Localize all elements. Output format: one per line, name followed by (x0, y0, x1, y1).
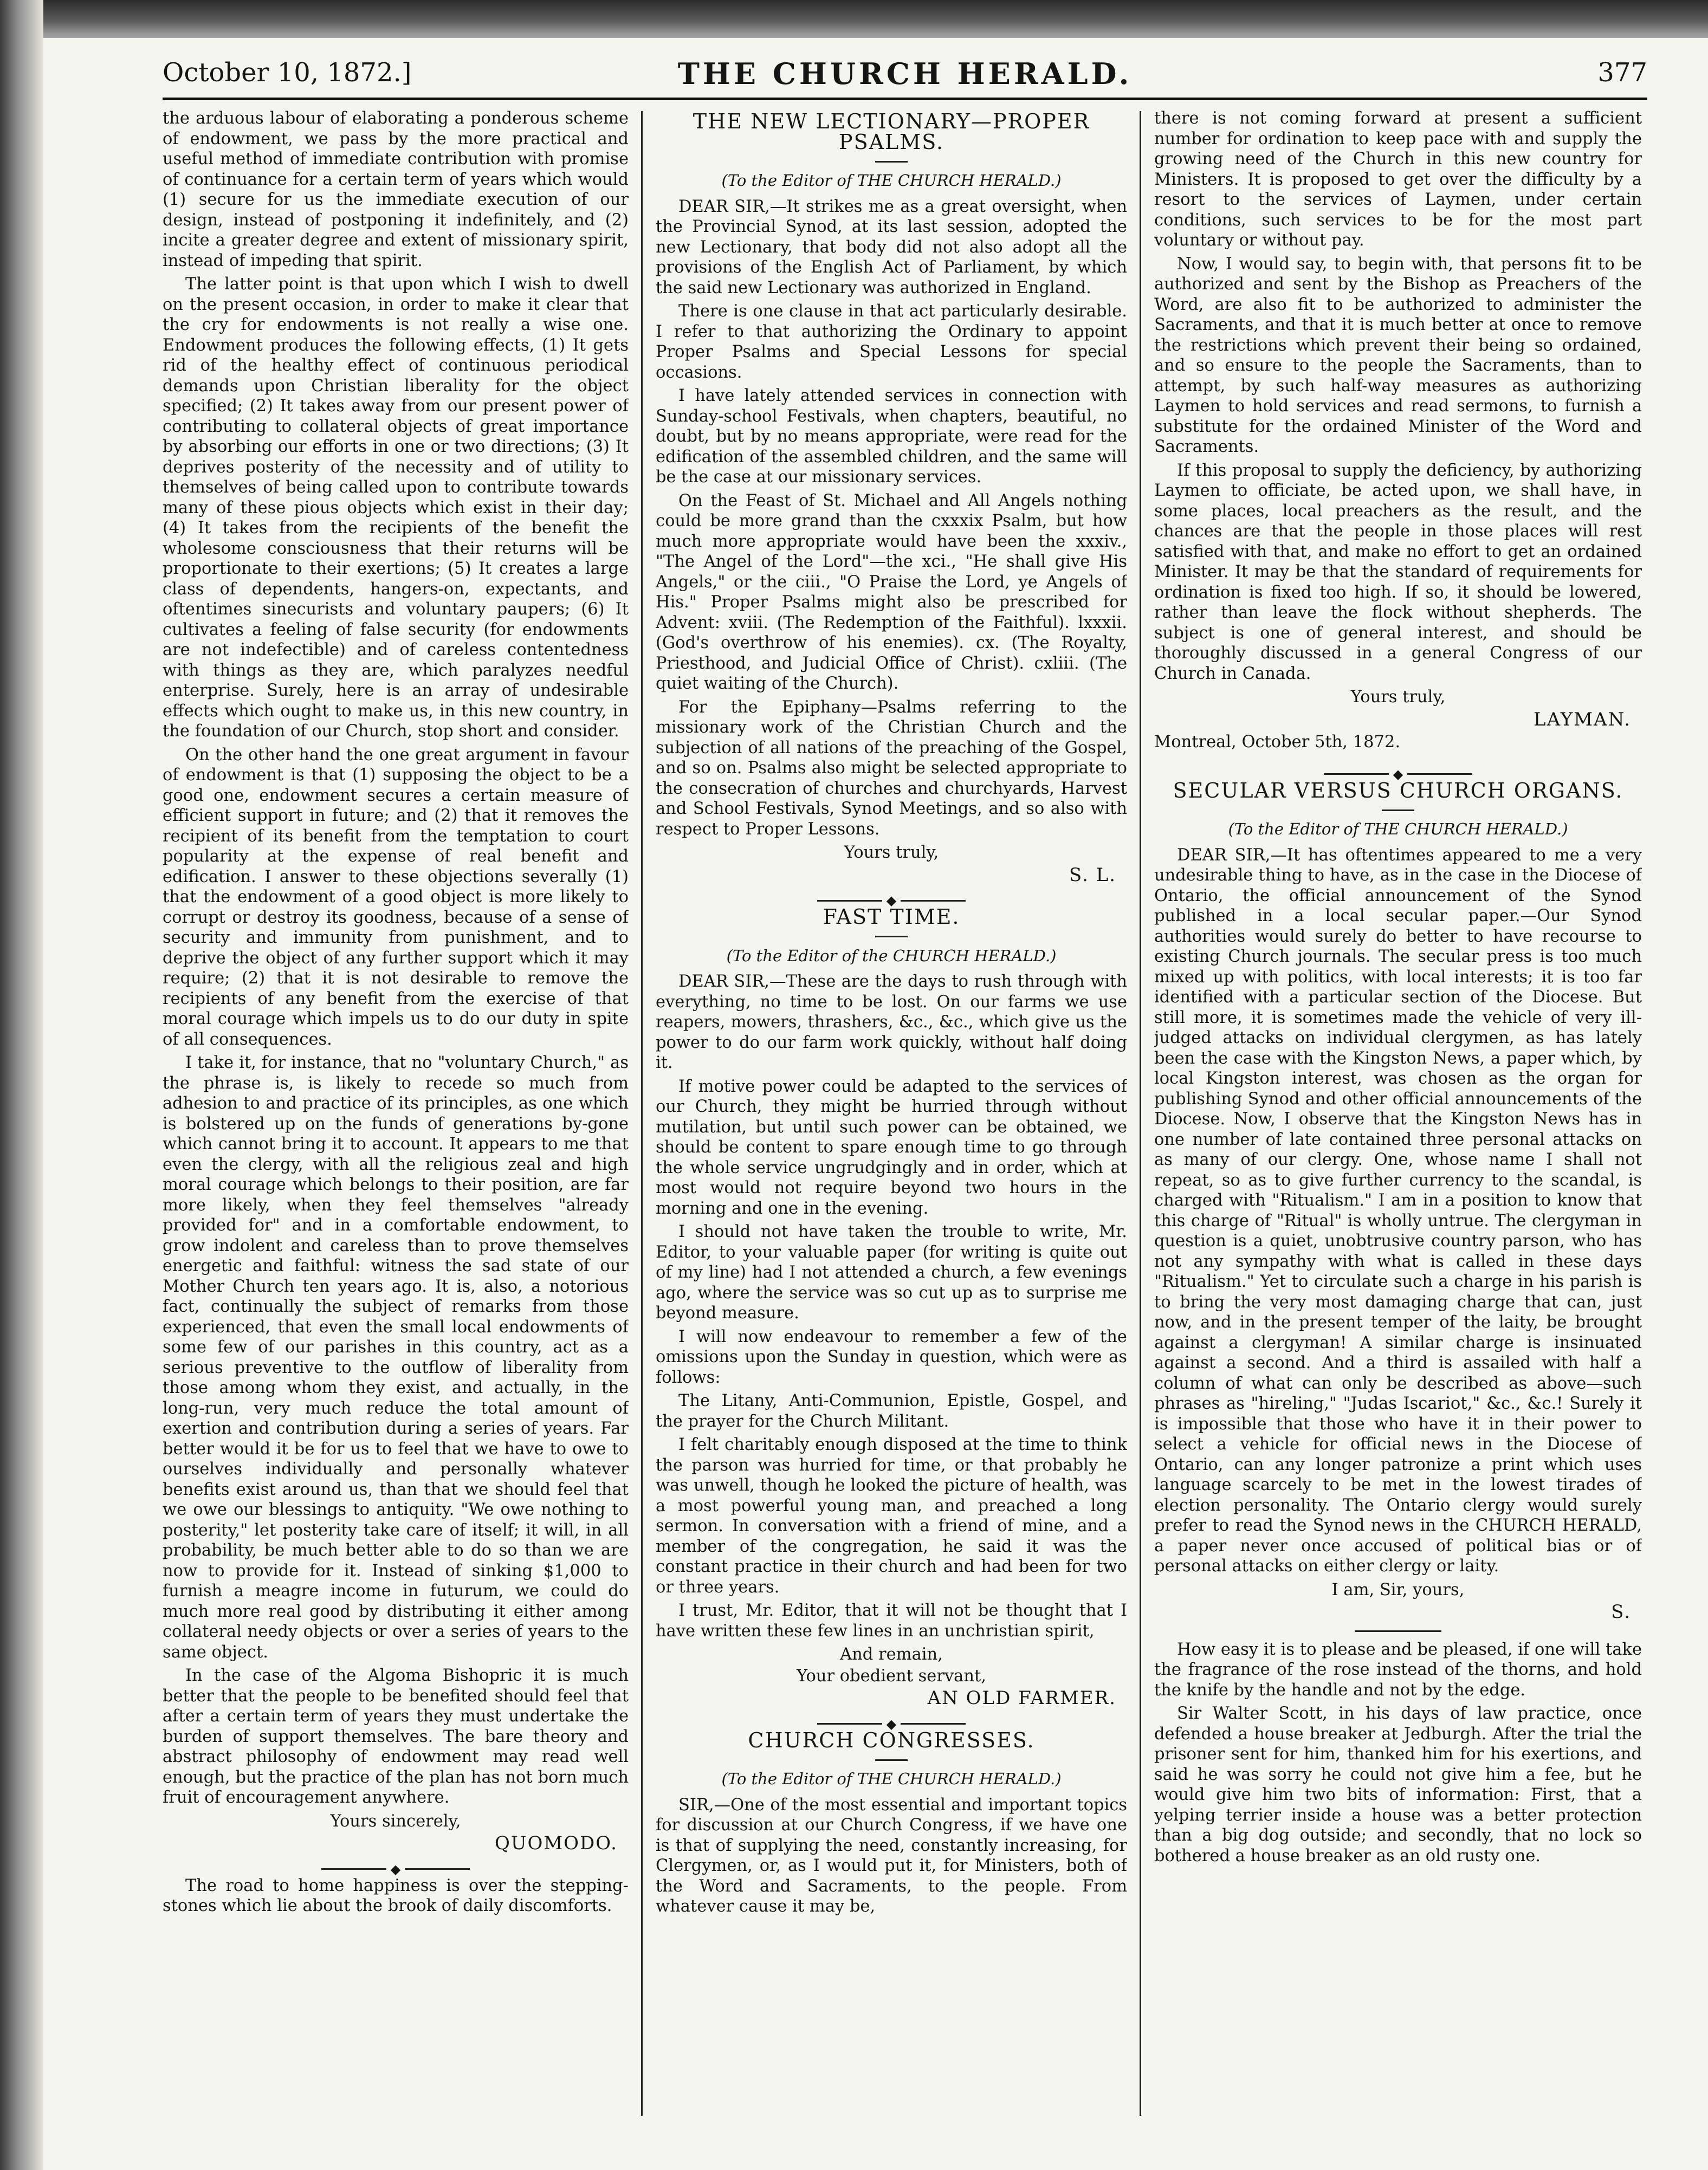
header-rule (163, 98, 1647, 100)
endowment-paragraph: On the other hand the one great argument in favour of endowment is that (1) supposing the object to be a good one, endowment secures a certain measure of efficient support in future; and (2) that it removes the recipient of its benefit from the temptation to court popularity at the expense of real benefit and edification. I answer to these objections severally (1) that the endowment of a good object is more likely to corrupt or destroy its goodness, because of a sense of security and immunity from punishment, and to deprive the object of any further support which it may require; (2) that it is not desirable to remove the recipients of any benefit from the exercise of that moral courage which impels us to do our duty in spite of all consequences. (163, 745, 629, 1049)
letter-paragraph: DEAR SIR,—It has oftentimes appeared to me a very undesirable thing to have, as in the case in the Diocese of Ontario, the official announcement of the Synod published in a local secular paper.—Our Synod authorities would surely do better to have recourse to existing Church journals. The secular press is too much mixed up with politics, with local interests; it is too far identified with a particular section of the Diocese. But still more, it is sometimes made the vehicle of very ill-judged attacks on individual clergymen, as has lately been the case with the Kingston News, a paper which, by local Kingston interest, was chosen as the organ for publishing Synod and other official announcements of the Diocese. Now, I observe that the Kingston News has in one number of late contained three personal attacks on as many of our clergy. One, whose name I shall not repeat, so as to give further currency to the scandal, is charged with "Ritualism." I am in a position to know that this charge of "Ritual" is wholly untrue. The clergyman in question is a quiet, unobtrusive country parson, who has not any sympathy with what is called in these days "Ritualism." Yet to circulate such a charge in his parish is to bring the very most damaging charge that can, just now, and in the present temper of the laity, be brought against a clergyman! A similar charge is insinuated against a second. And a third is assailed with half a column of what can only be described as above—such phrases as "hireling," "Judas Iscariot," &c., &c.! Surely it is impossible that those who have it in their power to select a vehicle for official news in the Diocese of Ontario, can any longer patronize a print which uses language scarcely to be met in the lowest tirades of election personality. The Ontario clergy would surely prefer to read the Synod news in the CHURCH HERALD, a paper never once accused of political bias or of personal attacks on either clergy or laity. (1154, 845, 1642, 1576)
editor-line: (To the Editor of the CHURCH HERALD.) (726, 946, 1057, 965)
section-ornament: ◆ (1154, 763, 1642, 776)
column-1 (163, 108, 629, 2124)
letter-paragraph: there is not coming forward at present a sufficient number for ordination to keep pace with and supply the growing need of the Church in this new country for Ministers. It is proposed to get over the difficulty by a resort to the services of Laymen, under certain conditions, such services to be for the most part voluntary or without pay. (1154, 109, 1642, 250)
letter-closing: And remain, (840, 1645, 943, 1664)
section-ornament: ◆ (163, 1858, 629, 1871)
letter-closing: Your obedient servant, (797, 1666, 986, 1686)
letter-paragraph: The Litany, Anti-Communion, Epistle, Gospel, and the prayer for the Church Militant. (656, 1391, 1127, 1431)
article-heading: THE NEW LECTIONARY—PROPER PSALMS. (693, 109, 1090, 154)
letter-paragraph: If this proposal to supply the deficiency, by authorizing Laymen to officiate, be acted upon, we shall have, in some places, local preachers as the result, and the chances are that the people in those places will rest satisfied with that, and make no effort to get an ordained Minister. It may be that the standard of requirements for ordination is fixed too high. If so, it should be lowered, rather than leave the flock without shepherds. The subject is one of general interest, and should be thoroughly discussed in a general Congress of our Church in Canada. (1154, 461, 1642, 683)
letter-closing: Yours truly, (844, 843, 939, 862)
letter-paragraph: There is one clause in that act particularly desirable. I refer to that authorizing the Ordinary to appoint Proper Psalms and Special Lessons for special occasions. (656, 302, 1127, 382)
editor-line: (To the Editor of THE CHURCH HERALD.) (721, 171, 1062, 190)
letter-paragraph: I will now endeavour to remember a few of the omissions upon the Sunday in question, which were as follows: (656, 1327, 1127, 1387)
editor-line: (To the Editor of THE CHURCH HERALD.) (721, 1770, 1062, 1788)
letter-signature: S. L. (1069, 864, 1116, 886)
letter-signature: AN OLD FARMER. (927, 1687, 1116, 1709)
letter-closing: Yours sincerely, (330, 1811, 461, 1831)
filler-paragraph: Sir Walter Scott, in his days of law practice, once defended a house breaker at Jedburgh. After the trial the prisoner sent for him, thanked him for his exertions, and said he was sorry he could not give him a fee, but he would give him two bits of information: First, that a yelping terrier inside a house was a better protection than a big dog outside; and secondly, that no lock so bothered a house breaker as an old rusty one. (1154, 1704, 1642, 1865)
endowment-paragraph: In the case of the Algoma Bishopric it is much better that the people to be benefited should feel that after a certain term of years they must undertake the burden of support themselves. The bare theory and abstract philosophy of endowment may read well enough, but the practice of the plan has not born much fruit of encouragement anywhere. (163, 1666, 629, 1807)
endowment-paragraph: The latter point is that upon which I wish to dwell on the present occasion, in order to make it clear that the cry for endowments is not really a wise one. Endowment produces the following effects, (1) It gets rid of the healthy effect of continuous periodical demands upon Christian liberality for the object specified; (2) It takes away from our present power of contributing to collateral objects of great importance by absorbing our efforts in one or two directions; (3) It deprives posterity of the necessity and of utility to themselves of being called upon to contribute towards many of these pious objects which exist in their day; (4) It takes from the recipients of the benefit the wholesome consciousness that their returns will be proportionate to their exertions; (5) It creates a large class of dependents, hangers-on, expectants, and oftentimes sinecurists and voluntary paupers; (6) It cultivates a feeling of false security (for endowments are not indefectible) and of careless contentedness with things as they are, which paralyzes needful enterprise. Surely, here is an array of undesirable effects which ought to make us, in this new country, in the foundation of our Church, stop short and consider. (163, 275, 629, 741)
article-heading: FAST TIME. (823, 905, 960, 929)
letter-paragraph: I should not have taken the trouble to write, Mr. Editor, to your valuable paper (for writing is quite out of my line) had I not attended a church, a few evenings ago, where the service was so cut up as to surprise me beyond measure. (656, 1222, 1127, 1323)
letter-paragraph: For the Epiphany—Psalms referring to the missionary work of the Christian Church and the subjection of all nations of the preaching of the Gospel, and so on. Psalms also might be selected appropriate to the consecration of churches and churchyards, Harvest and School Festivals, Synod Meetings, and so also with respect to Proper Lessons. (656, 697, 1127, 839)
filler-paragraph: How easy it is to please and be pleased, if one will take the fragrance of the rose instead of the thorns, and hold the knife by the handle and not by the edge. (1154, 1640, 1642, 1700)
newspaper-title: THE CHURCH HERALD. (677, 56, 1133, 91)
endowment-paragraph: I take it, for instance, that no "voluntary Church," as the phrase is, is likely to recede so much from adhesion to and practice of its principles, as one which is bolstered up on the funds of generations by-gone which cannot bring it to account. It appears to me that even the clergy, with all the religious zeal and high moral courage which belongs to their position, are far more likely, when they feel themselves "already provided for" and in a comfortable endowment, to grow indolent and careless than to prove themselves energetic and faithful: witness the sad state of our Mother Church ten years ago. It is, also, a notorious fact, continually the subject of remarks from those experienced, that even the small local endowments of some few of our parishes in this country, act as a serious preventive to the outflow of liberality from those among whom they exist, and actually, in the long-run, very much reduce the total amount of exertion and contribution during a series of years. Far better would it be for us to feel that we have to owe to ourselves individually and personally whatever benefits exist around us, than that we should feel that we owe our blessings to antiquity. "We owe nothing to posterity," let posterity take care of itself; it will, in all probability, be much better able to do so than we are now to provide for it. Instead of sinking $1,000 to furnish a meagre income in futurum, we could do much more real good by distributing it either among collateral needy objects or over a series of years to the same object. (163, 1053, 629, 1662)
column-rule-1 (641, 111, 643, 2116)
section-ornament: ◆ (656, 1713, 1127, 1726)
heading-dash (656, 154, 1127, 167)
section-rule (1355, 1630, 1441, 1632)
page-header (163, 53, 1647, 92)
heading-dash (656, 1753, 1127, 1766)
letter-dateline: Montreal, October 5th, 1872. (1154, 733, 1401, 752)
letter-signature: QUOMODO. (494, 1832, 618, 1854)
letter-paragraph: I felt charitably enough disposed at the time to think the parson was hurried for time, or that probably he was unwell, though he looked the picture of health, was a most powerful young man, and preached a long sermon. In conversation with a friend of mine, and a member of the congregation, he said it was the constant practice in their church and had been for two or three years. (656, 1435, 1127, 1597)
heading-dash (656, 930, 1127, 943)
scan-top-edge (0, 0, 1708, 38)
column-rule-2 (1140, 111, 1141, 2116)
letter-paragraph: DEAR SIR,—These are the days to rush through with everything, no time to be lost. On our farms we use reapers, mowers, thrashers, &c., &c., which give us the power to do our farm work quickly, without half doing it. (656, 972, 1127, 1072)
letter-paragraph: I trust, Mr. Editor, that it will not be thought that I have written these few lines in an unchristian spirit, (656, 1601, 1127, 1641)
column-3 (1154, 108, 1642, 2124)
editor-line: (To the Editor of THE CHURCH HERALD.) (1228, 820, 1568, 838)
filler-paragraph: The road to home happiness is over the stepping-stones which lie about the brook of daily discomforts. (163, 1876, 629, 1915)
letter-signature: LAYMAN. (1534, 708, 1631, 730)
letter-paragraph: DEAR SIR,—It strikes me as a great oversight, when the Provincial Synod, at its last session, adopted the new Lectionary, that body did not also adopt all the provisions of the English Act of Parliament, by which the said new Lectionary was authorized in England. (656, 197, 1127, 297)
article-heading: SECULAR VERSUS CHURCH ORGANS. (1173, 778, 1623, 802)
letter-closing: Yours truly, (1350, 688, 1446, 707)
column-2 (656, 108, 1127, 2124)
letter-paragraph: Now, I would say, to begin with, that persons fit to be authorized and sent by the Bishop as Preachers of the Word, are also fit to be authorized to administer the Sacraments, and that it is much better at once to remove the restrictions which prevent their being so ordained, and so ensure to the people the Sacraments, than to attempt, by such half-way measures as authorizing Laymen to hold services and read sermons, to furnish a substitute for the ordained Minister of the Word and Sacraments. (1154, 254, 1642, 456)
endowment-paragraph: the arduous labour of elaborating a ponderous scheme of endowment, we pass by the more practical and useful method of immediate contribution with promise of continuance for a certain term of years which would (1) secure for us the immediate execution of our design, instead of postponing it indefinitely, and (2) incite a greater degree and extent of missionary spirit, instead of impeding that spirit. (163, 109, 629, 270)
letter-signature: S. (1611, 1601, 1631, 1623)
letter-closing: I am, Sir, yours, (1331, 1580, 1465, 1599)
letter-paragraph: If motive power could be adapted to the services of our Church, they might be hurried through without mutilation, but until such power can be obtained, we should be content to spare enough time to go through the whole service ungrudgingly and in order, which at most would not require beyond two hours in the morning and one in the evening. (656, 1077, 1127, 1218)
letter-paragraph: I have lately attended services in connection with Sunday-school Festivals, when chapters, beautiful, no doubt, but by no means appropriate, were read for the edification of the assembled children, and the same will be the case at our missionary services. (656, 386, 1127, 487)
letter-paragraph: On the Feast of St. Michael and All Angels nothing could be more grand than the cxxxix Psalm, but how much more appropriate would have been the xxxiv., "The Angel of the Lord"—the xci., "He shall give His Angels," or the ciii., "O Praise the Lord, ye Angels of His." Proper Psalms might also be prescribed for Advent: xviii. (The Redemption of the Faithful). lxxxii. (God's overthrow of his enemies). cx. (The Royalty, Priesthood, and Judicial Office of Christ). cxliii. (The quiet waiting of the Church). (656, 491, 1127, 693)
heading-dash (1154, 803, 1642, 816)
page-number: 377 (1597, 57, 1647, 88)
letter-paragraph: SIR,—One of the most essential and important topics for discussion at our Church Congress, if we have one is that of supplying the need, constantly increasing, for Clergymen, or, as I would put it, for Ministers, both of the Word and Sacraments, to the people. From whatever cause it may be, (656, 1795, 1127, 1916)
page-binding-edge (0, 0, 43, 2170)
section-ornament: ◆ (656, 890, 1127, 903)
article-heading: CHURCH CONGRESSES. (748, 1728, 1035, 1752)
issue-date: October 10, 1872.] (163, 57, 412, 88)
